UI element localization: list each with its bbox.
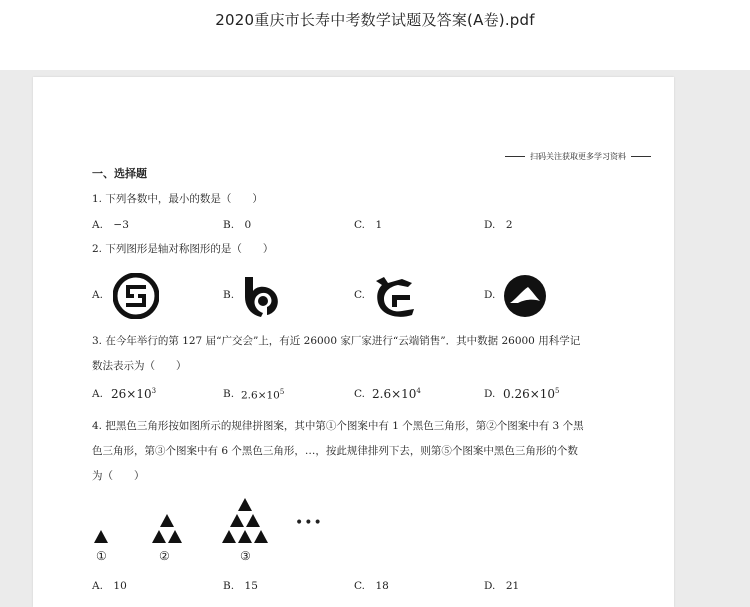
divider-right	[631, 156, 651, 157]
q3-a-exp: 3	[151, 387, 157, 395]
question-3-line-2: 数法表示为（ ）	[92, 360, 187, 372]
q2-label-b: B.	[223, 289, 235, 301]
q3-label-c: C.	[354, 388, 365, 400]
logo-b-icon	[239, 273, 285, 319]
title-bar	[0, 0, 750, 70]
q3-option-b-value	[241, 388, 284, 402]
divider-left	[505, 156, 525, 157]
question-3-line-1: 3. 在今年举行的第 127 届“广交会”上，有近 26000 家厂家进行“云端销售”．其中数据 26000 用科学记	[92, 335, 581, 347]
q3-label-d: D.	[484, 388, 496, 400]
q2-label-a: A.	[92, 289, 103, 301]
q4-option-c: C. 18	[354, 580, 389, 592]
document-title: 2020重庆市长寿中考数学试题及答案(A卷).pdf	[215, 11, 535, 29]
q4-option-d: D. 21	[484, 580, 520, 592]
question-2-text: 2. 下列图形是轴对称图形的是（ ）	[92, 243, 274, 255]
figure-label-1: ①	[96, 549, 107, 563]
q4-option-a: A. 10	[92, 580, 127, 592]
q1-option-d: D. 2	[484, 219, 513, 231]
q1-option-c: C. 1	[354, 219, 383, 231]
q3-b-exp: 5	[279, 388, 285, 396]
q3-option-a-value	[111, 387, 156, 401]
header-note	[500, 151, 656, 162]
question-4-line-1: 4. 把黑色三角形按如图所示的规律拼图案，其中第①个图案中有 1 个黑色三角形，第②个图案中有 3 个黑	[92, 420, 584, 432]
figure-label-2: ②	[159, 549, 170, 563]
q3-option-d-value	[503, 387, 560, 401]
q2-label-c: C.	[354, 289, 365, 301]
ellipsis-dots: •••	[295, 515, 323, 531]
triangle-pattern-2-icon	[146, 513, 188, 544]
q2-label-d: D.	[484, 289, 496, 301]
q3-b-coef: 2.6×10	[241, 389, 280, 402]
q1-option-a: A. −3	[92, 219, 129, 231]
triangle-pattern-1-icon	[93, 529, 109, 544]
q3-c-coef: 2.6×10	[372, 387, 417, 401]
q4-option-b: B. 15	[223, 580, 258, 592]
q3-d-exp: 5	[555, 387, 560, 395]
q3-label-a: A.	[92, 388, 103, 400]
q3-c-exp: 4	[416, 387, 421, 395]
pdf-page[interactable]	[33, 77, 674, 607]
q3-a-coef: 26×10	[111, 387, 152, 401]
q1-option-b: B. 0	[223, 219, 252, 231]
q3-label-b: B.	[223, 388, 235, 400]
figure-label-3: ③	[240, 549, 251, 563]
question-4-line-2: 色三角形，第③个图案中有 6 个黑色三角形，…，按此规律排列下去，则第⑤个图案中黑色三角形的个数	[92, 445, 578, 457]
triangle-pattern-3-icon	[213, 497, 277, 544]
question-1-text: 1. 下列各数中，最小的数是（ ）	[92, 193, 263, 205]
logo-c-icon	[372, 273, 418, 319]
question-4-line-3: 为（ ）	[92, 470, 145, 482]
logo-d-icon	[502, 273, 548, 319]
logo-a-icon	[113, 273, 159, 319]
q3-d-coef: 0.26×10	[503, 387, 556, 401]
section-title: 一、选择题	[92, 167, 147, 180]
q3-option-c-value	[372, 387, 421, 401]
header-note-text: 扫码关注获取更多学习资料	[530, 152, 626, 161]
